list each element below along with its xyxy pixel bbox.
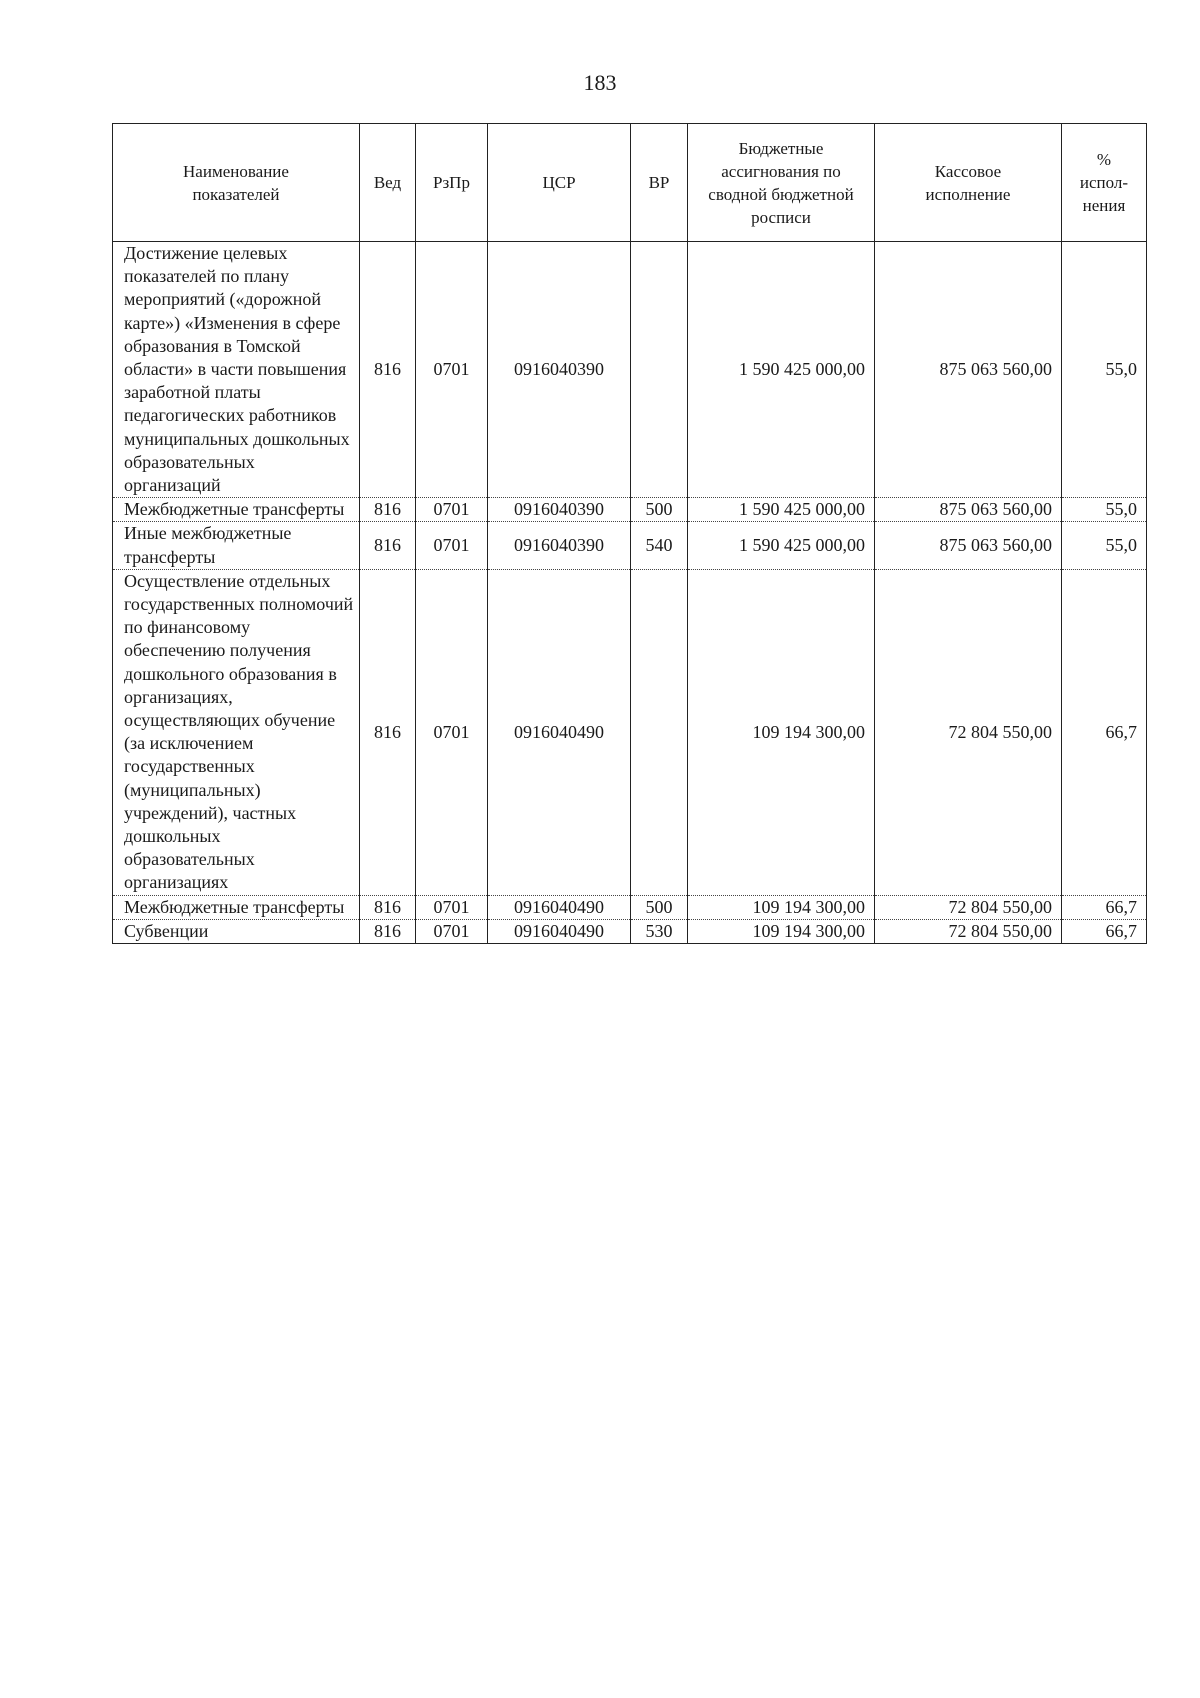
header-csr: ЦСР [488,124,631,242]
cell-rzpr: 0701 [416,522,488,569]
cell-rzpr: 0701 [416,895,488,919]
table-header-row [113,124,1147,242]
header-name: Наименование показателей [113,124,360,242]
cell-ved: 816 [360,919,416,943]
header-vr: ВР [631,124,688,242]
cell-csr: 0916040490 [488,919,631,943]
cell-assignments: 109 194 300,00 [688,895,875,919]
cell-vr [631,569,688,895]
cell-percent: 55,0 [1062,242,1147,498]
cell-csr: 0916040490 [488,895,631,919]
cell-percent: 66,7 [1062,919,1147,943]
budget-table [112,123,1147,944]
cell-vr [631,242,688,498]
cell-ved: 816 [360,522,416,569]
cell-rzpr: 0701 [416,498,488,522]
header-ved: Вед [360,124,416,242]
cell-percent: 66,7 [1062,895,1147,919]
cell-name: Субвенции [113,919,360,943]
cell-assignments: 109 194 300,00 [688,919,875,943]
header-assignments: Бюджетные ассигнования по сводной бюджетной росписи [688,124,875,242]
cell-execution: 72 804 550,00 [875,895,1062,919]
cell-assignments: 1 590 425 000,00 [688,498,875,522]
cell-assignments: 109 194 300,00 [688,569,875,895]
cell-rzpr: 0701 [416,919,488,943]
header-rzpr: РзПр [416,124,488,242]
cell-name: Достижение целевых показателей по плану мероприятий («дорожной карте») «Изменения в сфере образования в Томской области» в части повышения заработной платы педагогических работников муниципальных дошкольных образовательных организаций [113,242,360,498]
cell-csr: 0916040390 [488,242,631,498]
cell-name: Межбюджетные трансферты [113,498,360,522]
table-row [113,522,1147,569]
cell-percent: 55,0 [1062,522,1147,569]
cell-execution: 875 063 560,00 [875,522,1062,569]
cell-ved: 816 [360,895,416,919]
cell-percent: 66,7 [1062,569,1147,895]
cell-vr: 530 [631,919,688,943]
table-row [113,895,1147,919]
cell-ved: 816 [360,498,416,522]
cell-execution: 72 804 550,00 [875,919,1062,943]
cell-vr: 500 [631,498,688,522]
cell-execution: 72 804 550,00 [875,569,1062,895]
cell-rzpr: 0701 [416,569,488,895]
header-percent: % испол-нения [1062,124,1147,242]
table-row [113,919,1147,943]
cell-name: Межбюджетные трансферты [113,895,360,919]
cell-vr: 500 [631,895,688,919]
cell-assignments: 1 590 425 000,00 [688,242,875,498]
cell-ved: 816 [360,242,416,498]
table-row [113,569,1147,895]
cell-vr: 540 [631,522,688,569]
cell-assignments: 1 590 425 000,00 [688,522,875,569]
cell-rzpr: 0701 [416,242,488,498]
cell-execution: 875 063 560,00 [875,242,1062,498]
page-number: 183 [583,70,617,95]
cell-name: Иные межбюджетные трансферты [113,522,360,569]
cell-percent: 55,0 [1062,498,1147,522]
cell-csr: 0916040390 [488,498,631,522]
cell-csr: 0916040390 [488,522,631,569]
header-execution: Кассовое исполнение [875,124,1062,242]
cell-name: Осуществление отдельных государственных полномочий по финансовому обеспечению получения дошкольного образования в организациях, осуществляющих обучение (за исключением государственных (муниципальных) учреждений), частных дошкольных образовательных организациях [113,569,360,895]
table-row [113,242,1147,498]
cell-ved: 816 [360,569,416,895]
cell-execution: 875 063 560,00 [875,498,1062,522]
table-row [113,498,1147,522]
cell-csr: 0916040490 [488,569,631,895]
